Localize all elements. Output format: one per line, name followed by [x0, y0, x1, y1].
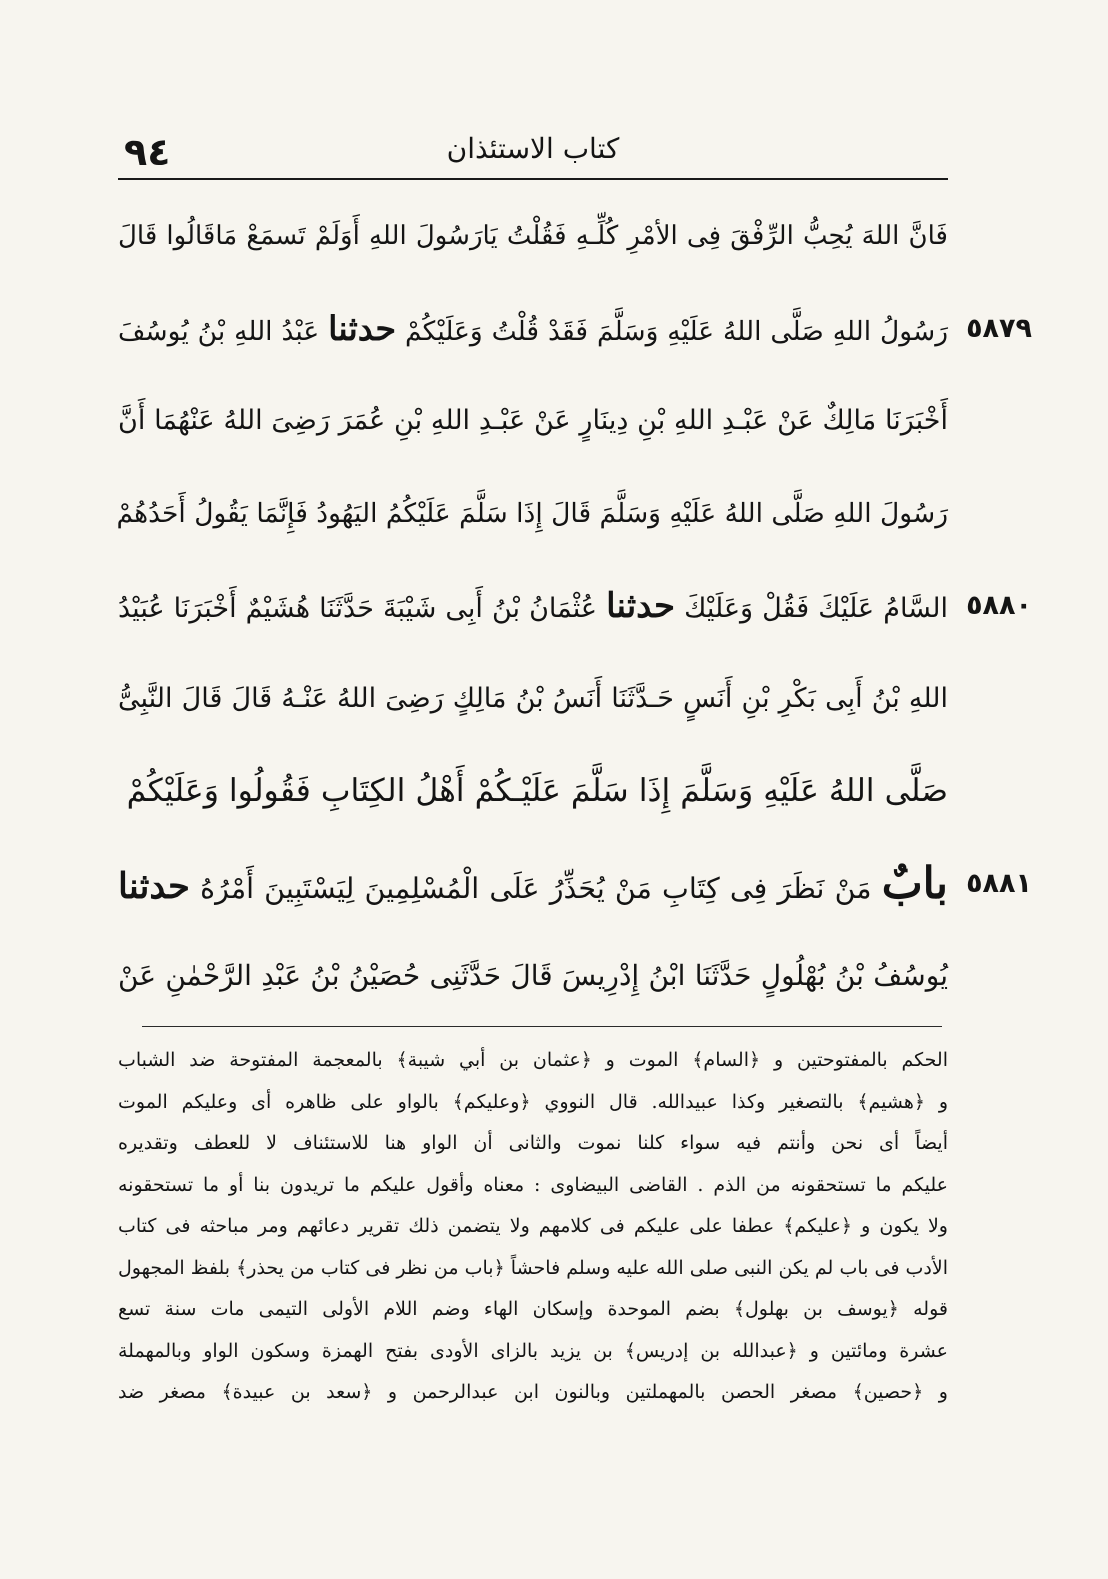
text-line [118, 468, 948, 561]
note-line: أيضاً أى نحن وأنتم فيه سواء كلنا نموت والثانى أن الواو هنا للاستئناف لا للعطف وتقديره [118, 1132, 948, 1154]
page-number: ٩٤ [124, 130, 171, 174]
haddathana-keyword: حدثنا [118, 865, 190, 907]
line-text: يُوسُفُ بْنُ بُهْلُولٍ حَدَّثَنَا ابْنُ إِدْرِيسَ قَالَ حَدَّثَنِى حُصَيْنُ بْنُ عَبْدِ الرَّحْمٰنِ عَنْ [118, 959, 948, 992]
bab-heading: بابٌ [881, 857, 948, 909]
line-text: رَسُولُ اللهِ صَلَّى اللهُ عَلَيْهِ وَسَلَّمَ فَقَدْ قُلْتُ وَعَلَيْكُمْ [405, 315, 948, 347]
note-line: قوله ﴿يوسف بن بهلول﴾ بضم الموحدة وإسكان الهاء وضم اللام الأولى التيمى مات سنة تسع [118, 1298, 948, 1320]
note-line: و ﴿حصين﴾ مصغر الحصن بالمهملتين وبالنون ابن عبدالرحمن و ﴿سعد بن عبيدة﴾ مصغر ضد [118, 1381, 948, 1403]
commentary-notes [118, 1040, 948, 1414]
text-line [118, 838, 1032, 931]
text-line [118, 653, 948, 746]
footnote-divider [142, 1026, 942, 1027]
line-text: رَسُولَ اللهِ صَلَّى اللهُ عَلَيْهِ وَسَلَّمَ قَالَ إِذَا سَلَّمَ عَلَيْكُمُ اليَهُودُ فَإِنَّمَا يَقُولُ أَحَدُهُمْ [116, 497, 948, 529]
line-text: أَخْبَرَنَا مَالِكٌ عَنْ عَبْـدِ اللهِ بْنِ دِينَارٍ عَنْ عَبْـدِ اللهِ بْنِ عُمَرَ رَضِىَ اللهُ عَنْهُمَا أَنَّ [118, 405, 948, 436]
haddathana-keyword: حدثنا [328, 308, 397, 348]
text-line [118, 745, 948, 838]
hadith-number: ٥٨٨٠ [966, 590, 1032, 621]
note-line: الأدب فى باب لم يكن النبى صلى الله عليه وسلم فاحشاً ﴿باب من نظر فى كتاب من يحذر﴾ بلفظ المجهول [118, 1256, 948, 1279]
line-text: صَلَّى اللهُ عَلَيْهِ وَسَلَّمَ إِذَا سَلَّمَ عَلَيْـكُمْ أَهْلُ الكِتَابِ فَقُولُوا وَعَلَيْكُمْ [126, 773, 948, 809]
note-line: و ﴿هشيم﴾ بالتصغير وكذا عبيدالله. قال النووي ﴿وعليكم﴾ بالواو على ظاهره أى وعليكم الموت [118, 1090, 948, 1113]
text-line [118, 190, 948, 283]
text-line [118, 283, 1032, 376]
line-text: فَانَّ اللهَ يُحِبُّ الرِّفْقَ فِى الأمْرِ كُلِّـهِ فَقُلْتُ يَارَسُولَ اللهِ أَوَلَمْ تَسمَعْ مَاقَالُوا قَالَ [118, 221, 948, 251]
line-text: مَنْ نَظَرَ فِى كِتَابِ مَنْ يُحَذِّرُ عَلَى الْمُسْلِمِينَ لِيَسْتَبِينَ أَمْرُهُ [200, 871, 872, 905]
line-text: السَّامُ عَلَيْكَ فَقُلْ وَعَلَيْكَ [684, 593, 948, 624]
text-line [118, 930, 948, 1023]
haddathana-keyword: حدثنا [606, 586, 676, 626]
line-text: عُثْمَانُ بْنُ أَبِى شَيْبَةَ حَدَّثَنَا هُشَيْمٌ أَخْبَرَنَا عُبَيْدُ [118, 593, 598, 624]
note-line: عليكم ما تستحقونه من الذم . القاضى البيضاوى : معناه وأقول عليكم ما تريدون بنا أو ما تستحقونه [118, 1173, 948, 1196]
note-line: ولا يكون و ﴿عليكم﴾ عطفا على عليكم فى كلامهم ولا يتضمن ذلك تقرير دعائهم ومر مباحثه فى كتاب [118, 1215, 948, 1237]
note-line: عشرة ومائتين و ﴿عبدالله بن إدريس﴾ بن يزيد بالزاى الأودى بفتح الهمزة وسكون الواو وبالمهملة [118, 1339, 948, 1362]
hadith-number: ٥٨٨١ [966, 867, 1032, 899]
hadith-text [116, 190, 1032, 1023]
line-text: اللهِ بْنُ أَبِى بَكْرِ بْنِ أَنَسٍ حَـدَّثَنَا أَنَسُ بْنُ مَالِكٍ رَضِىَ اللهُ عَنْـهُ قَالَ قَالَ النَّبِىُّ [118, 682, 948, 714]
text-line [118, 375, 948, 468]
hadith-number: ٥٨٧٩ [966, 312, 1032, 344]
line-text: عَبْدُ اللهِ بْنُ يُوسُفَ [118, 315, 320, 347]
running-title: كتاب الاستئذان [446, 132, 620, 165]
note-line: الحكم بالمفتوحتين و ﴿السام﴾ الموت و ﴿عثمان بن أبي شيبة﴾ بالمعجمة المفتوحة ضد الشباب [118, 1049, 948, 1071]
text-line [118, 560, 1032, 653]
page-header [118, 124, 948, 180]
